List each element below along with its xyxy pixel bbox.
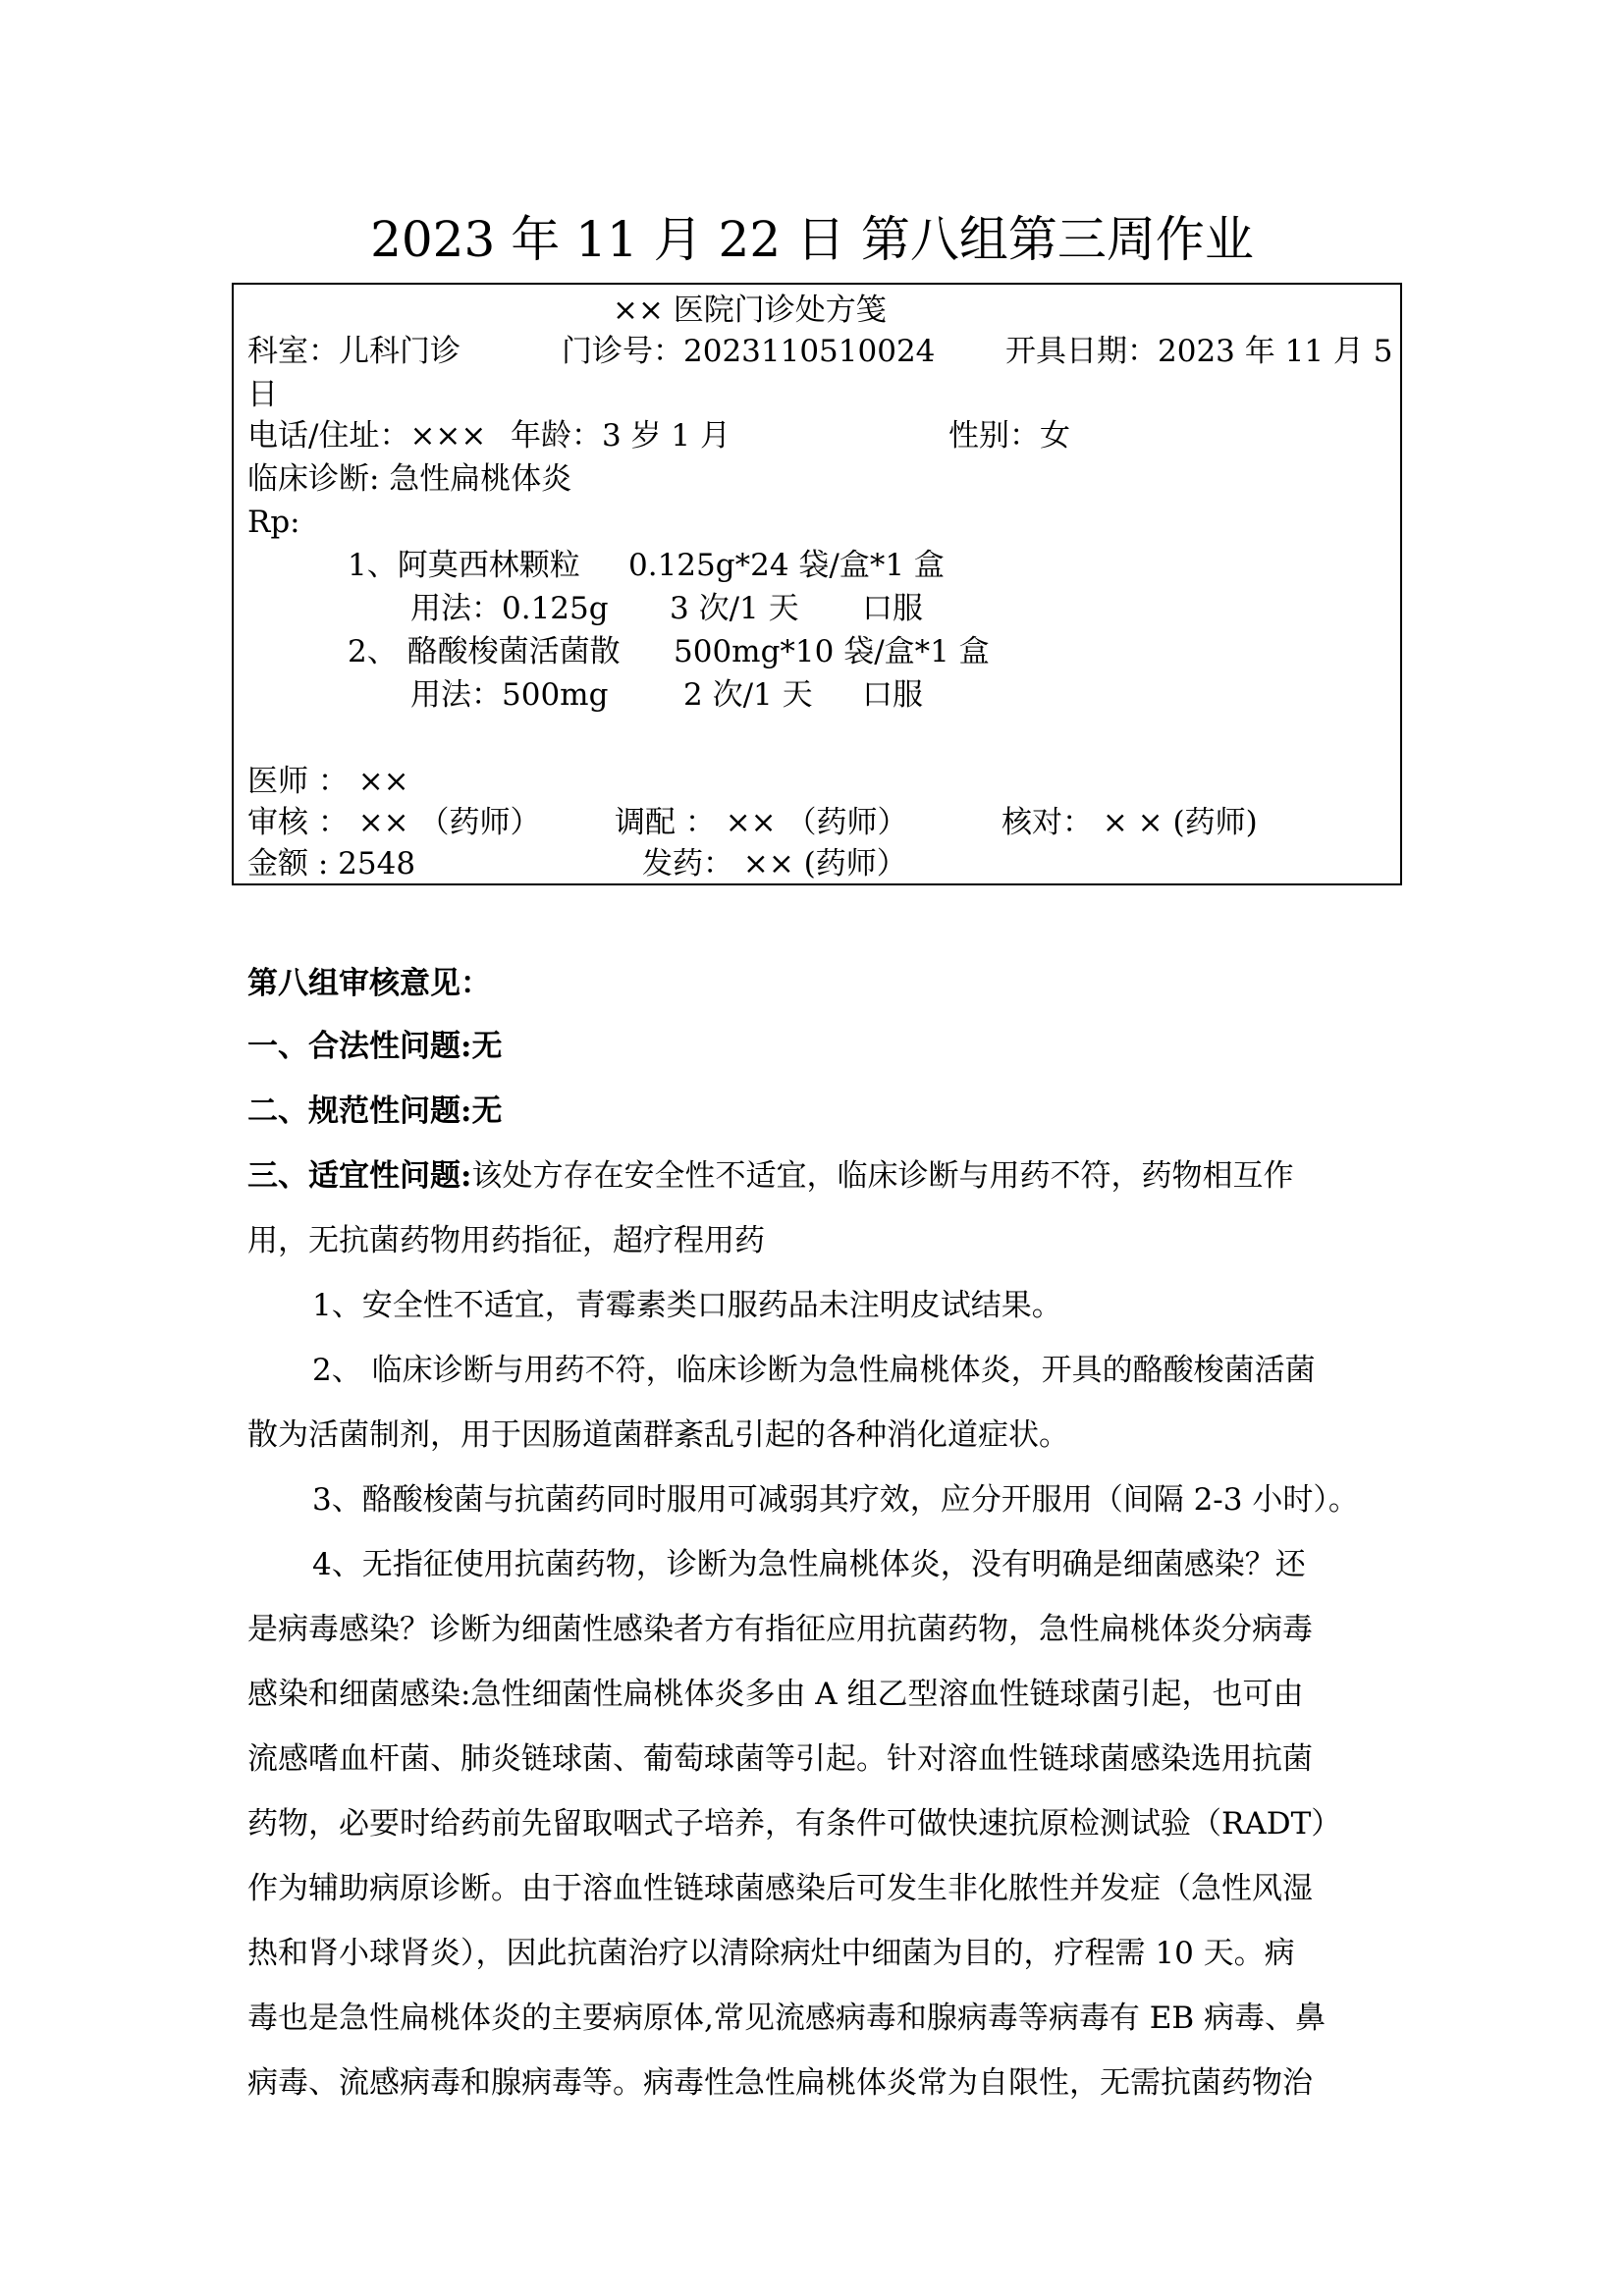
amount: 金额 : 2548 [247,846,416,881]
drug1-route: 口服 [862,591,923,626]
drug1-usage: 用法：0.125g [410,591,609,626]
department: 科室：儿科门诊 [247,334,460,369]
clinical-diagnosis: 临床诊断: 急性扁桃体炎 [247,461,572,497]
point-4-line-5: 药物，必要时给药前先留取咽式子培养，有条件可做快速抗原检测试验（RADT） [247,1806,1342,1842]
prescription-form [232,283,1402,885]
clinic-number: 门诊号：2023110510024 [562,334,936,369]
drug2-frequency: 2 次/1 天 [683,677,813,713]
rp-label: Rp: [247,505,300,540]
opinion-item-legality: 一、合法性问题:无 [247,1029,503,1064]
hospital-name: ×× 医院门诊处方笺 [613,293,887,328]
opinion-item-standard: 二、规范性问题:无 [247,1094,503,1129]
drug1-spec: 0.125g*24 袋/盒*1 盒 [628,548,945,583]
doctor: 医师 ： ×× [247,764,409,799]
issuer: 发药： ×× (药师） [642,846,907,881]
checker: 核对： × × (药师) [1001,805,1258,840]
drug2-route: 口服 [862,677,923,713]
page-title: 2023 年 11 月 22 日 第八组第三周作业 [370,211,1254,268]
contact-address: 电话/住址：××× [247,418,487,454]
drug2-usage: 用法：500mg [410,677,609,713]
opinion-heading: 第八组审核意见： [247,966,491,1001]
appropriateness-text: 该处方存在安全性不适宜，临床诊断与用药不符，药物相互作 [471,1158,1294,1194]
drug2-name: 2、 酪酸梭菌活菌散 [348,634,621,669]
patient-age: 年龄：3 岁 1 月 [511,418,731,454]
point-4-line-1: 4、无指征使用抗菌药物，诊断为急性扁桃体炎，没有明确是细菌感染？还 [312,1547,1306,1582]
patient-sex: 性别：女 [948,418,1070,454]
point-3: 3、酪酸梭菌与抗菌药同时服用可减弱其疗效，应分开服用（间隔 2-3 小时）。 [312,1482,1359,1518]
reviewer: 审核 ： ×× （药师） [247,805,541,840]
point-2-line-2: 散为活菌制剂，用于因肠道菌群紊乱引起的各种消化道症状。 [247,1417,1069,1453]
appropriateness-text-cont: 用，无抗菌药物用药指征，超疗程用药 [247,1223,765,1258]
point-4-line-4: 流感嗜血杆菌、肺炎链球菌、葡萄球菌等引起。针对溶血性链球菌感染选用抗菌 [247,1741,1313,1777]
point-4-line-8: 毒也是急性扁桃体炎的主要病原体,常见流感病毒和腺病毒等病毒有 EB 病毒、鼻 [247,2001,1326,2036]
point-4-line-6: 作为辅助病原诊断。由于溶血性链球菌感染后可发生非化脓性并发症（急性风湿 [247,1871,1313,1906]
dispenser: 调配 ： ×× （药师） [615,805,908,840]
point-1: 1、安全性不适宜，青霉素类口服药品未注明皮试结果。 [312,1288,1062,1323]
point-4-line-3: 感染和细菌感染:急性细菌性扁桃体炎多由 A 组乙型溶血性链球菌引起，也可由 [247,1677,1304,1712]
issue-date-continued: 日 [247,377,278,412]
drug2-spec: 500mg*10 袋/盒*1 盒 [674,634,990,669]
point-4-line-2: 是病毒感染？诊断为细菌性感染者方有指征应用抗菌药物，急性扁桃体炎分病毒 [247,1612,1313,1647]
appropriateness-label: 三、适宜性问题: [247,1158,472,1194]
point-4-line-7: 热和肾小球肾炎），因此抗菌治疗以清除病灶中细菌为目的，疗程需 10 天。病 [247,1936,1295,1971]
issue-date: 开具日期：2023 年 11 月 5 [1005,334,1393,369]
point-2-line-1: 2、 临床诊断与用药不符，临床诊断为急性扁桃体炎，开具的酪酸梭菌活菌 [312,1353,1316,1388]
opinion-item-appropriateness [247,1154,1293,1198]
drug1-frequency: 3 次/1 天 [670,591,799,626]
point-4-line-9: 病毒、流感病毒和腺病毒等。病毒性急性扁桃体炎常为自限性，无需抗菌药物治 [247,2065,1313,2101]
drug1-name: 1、阿莫西林颗粒 [348,548,580,583]
